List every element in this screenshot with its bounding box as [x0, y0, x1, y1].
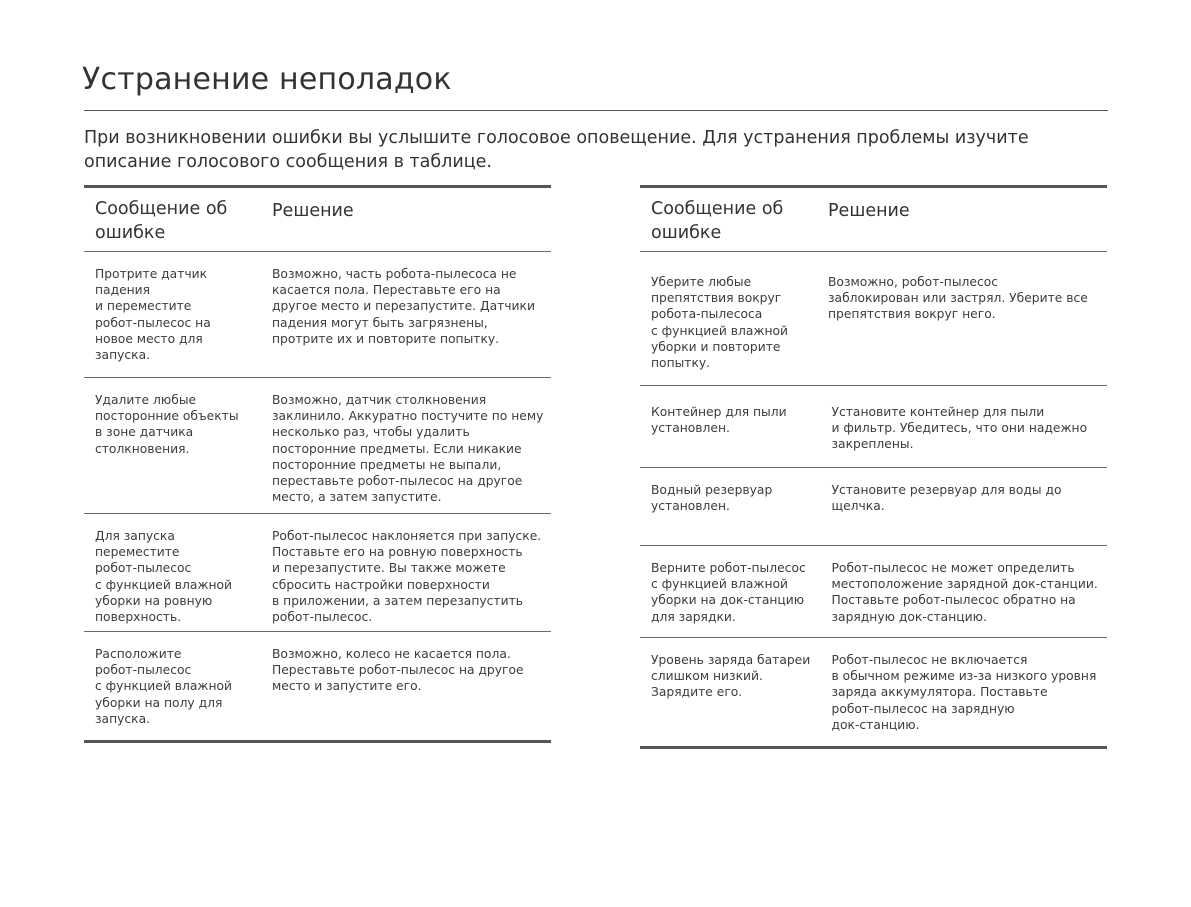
table-row	[84, 632, 551, 740]
solution-text: Установите резервуар для воды до щелчка.	[831, 483, 1062, 514]
title-divider	[84, 110, 1108, 111]
error-message: Протрите датчик падения и переместите робот-пылесос на новое место для запуска.	[95, 267, 211, 363]
solution-text: Возможно, датчик столкновения заклинило. Аккуратно постучите по нему несколько раз, чтобы удалить посторонние предметы. Если никакие посторонние предметы не выпали, переставьте робот-пылесос на другое место, а затем запустите.	[272, 393, 544, 505]
table-row	[640, 546, 1107, 638]
troubleshooting-table-left	[84, 185, 551, 743]
table-header	[640, 188, 1107, 252]
table-row	[640, 386, 1107, 468]
error-message: Водный резервуар установлен.	[651, 483, 773, 514]
intro-text: При возникновении ошибки вы услышите голосовое оповещение. Для устранения проблемы изучите описание голосового сообщения в таблице.	[84, 128, 1029, 172]
solution-text: Возможно, робот-пылесос заблокирован или застрял. Уберите все препятствия вокруг него.	[828, 275, 1088, 322]
solution-text: Робот-пылесос наклоняется при запуске. Поставьте его на ровную поверхность и перезапустите. Вы также можете сбросить настройки поверхности в приложении, а затем перезапустить робот-пылесос.	[272, 529, 542, 625]
header-solution: Решение	[272, 201, 354, 221]
table-row	[84, 378, 551, 514]
error-message: Уберите любые препятствия вокруг робота-пылесоса с функцией влажной уборки и повторите попытку.	[651, 275, 789, 371]
table-row	[640, 252, 1107, 386]
error-message: Верните робот-пылесос с функцией влажной уборки на док-станцию для зарядки.	[651, 561, 806, 624]
solution-text: Возможно, колесо не касается пола. Переставьте робот-пылесос на другое место и запустите его.	[272, 647, 524, 694]
error-message: Уровень заряда батареи слишком низкий. Зарядите его.	[651, 653, 811, 700]
solution-text: Робот-пылесос не может определить местоположение зарядной док-станции. Поставьте робот-пылесос обратно на зарядную док-станцию.	[831, 561, 1098, 624]
error-message: Расположите робот-пылесос с функцией влажной уборки на полу для запуска.	[95, 647, 233, 726]
header-message: Сообщение об ошибке	[95, 199, 228, 243]
page-title: Устранение неполадок	[82, 62, 452, 97]
error-message: Удалите любые посторонние объекты в зоне датчика столкновения.	[95, 393, 239, 456]
header-solution: Решение	[828, 201, 910, 221]
solution-text: Робот-пылесос не включается в обычном режиме из-за низкого уровня заряда аккумулятора. Поставьте робот-пылесос на зарядную док-станцию.	[831, 653, 1097, 732]
table-row	[84, 252, 551, 378]
error-message: Контейнер для пыли установлен.	[651, 405, 787, 436]
error-message: Для запуска переместите робот-пылесос с функцией влажной уборки на ровную поверхность.	[95, 529, 233, 625]
solution-text: Установите контейнер для пыли и фильтр. Убедитесь, что они надежно закреплены.	[831, 405, 1088, 452]
troubleshooting-table-right	[640, 185, 1107, 749]
header-message: Сообщение об ошибке	[651, 199, 784, 243]
table-row	[640, 468, 1107, 546]
table-row	[84, 514, 551, 632]
table-header	[84, 188, 551, 252]
table-row	[640, 638, 1107, 746]
solution-text: Возможно, часть робота-пылесоса не касается пола. Переставьте его на другое место и перезапустите. Датчики падения могут быть загрязнены, протрите их и повторите попытку.	[272, 267, 535, 346]
